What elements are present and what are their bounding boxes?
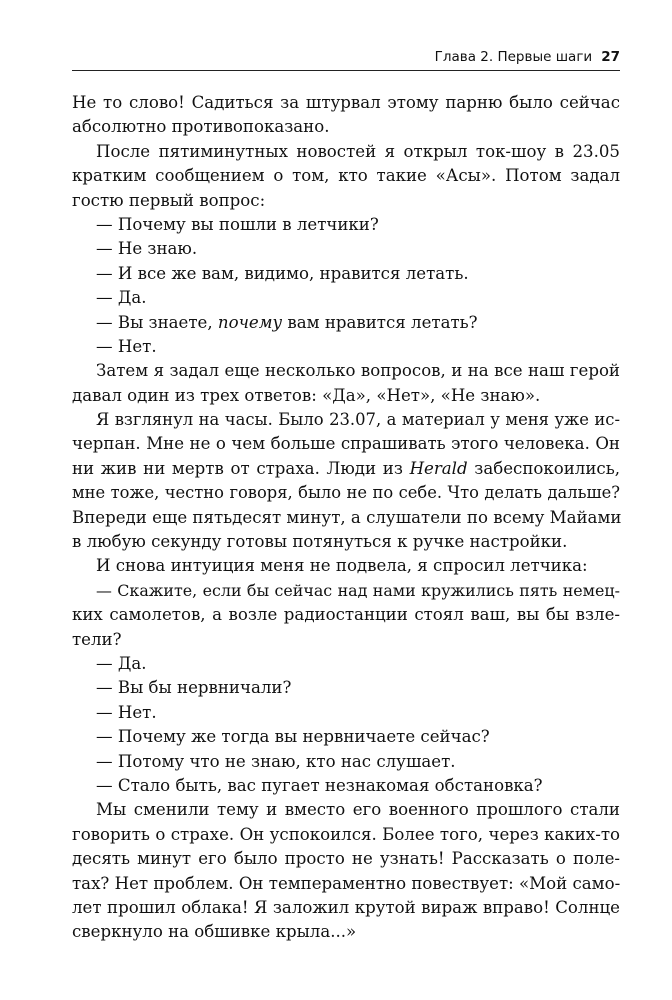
body-text <box>72 91 620 945</box>
text-run: вам нравится летать? <box>282 312 478 332</box>
dialogue-line: — Потому что не знаю, кто нас слушает. <box>96 751 456 771</box>
dialogue-line: тели? <box>72 629 122 649</box>
chapter-title: Глава 2. Первые шаги <box>434 49 593 65</box>
text-run: ни жив ни мертв от страха. Люди из <box>72 458 410 478</box>
text-line: лет прошил облака! Я заложил крутой вираж вправо! Солнце <box>72 897 620 917</box>
dialogue-line: — Почему же тогда вы нервничаете сейчас? <box>96 727 490 747</box>
text-line: абсолютно противопоказано. <box>72 117 330 137</box>
text-line: тах? Нет проблем. Он темпераментно повествует: «Мой само- <box>72 873 621 893</box>
text-line: Мы сменили тему и вместо его военного прошлого стали <box>96 800 620 820</box>
text-line: в любую секунду готовы потянуться к ручке настройки. <box>72 532 568 552</box>
dialogue-line: — Не знаю. <box>96 239 198 259</box>
running-header <box>72 48 620 71</box>
dialogue-line <box>72 311 620 335</box>
text-line: После пятиминутных новостей я открыл ток-шоу в 23.05 <box>96 141 620 161</box>
dialogue-line: — Нет. <box>96 336 157 356</box>
text-line: кратким сообщением о том, кто такие «Асы». Потом задал <box>72 166 620 186</box>
text-run: забеспокоились, <box>467 458 621 478</box>
dialogue-line: — Скажите, если бы сейчас над нами кружились пять немец- <box>96 580 620 600</box>
text-line: десять минут его было просто не узнать! Рассказать о поле- <box>72 849 620 869</box>
text-line: Затем я задал еще несколько вопросов, и на все наш герой <box>96 361 620 381</box>
dialogue-line: — Вы бы нервничали? <box>96 678 292 698</box>
text-line: сверкнуло на обшивке крыла...» <box>72 922 357 942</box>
text-line: мне тоже, честно говоря, было не по себе. Что делать дальше? <box>72 483 620 503</box>
dialogue-line: — И все же вам, видимо, нравится летать. <box>96 263 469 283</box>
dialogue-line: ких самолетов, а возле радиостанции стоял ваш, вы бы взле- <box>72 605 620 625</box>
text-run: — Вы знаете, <box>96 312 218 332</box>
dialogue-line: — Стало быть, вас пугает незнакомая обстановка? <box>96 775 543 795</box>
text-line: черпан. Мне не о чем больше спрашивать этого человека. Он <box>72 434 620 454</box>
text-line: И снова интуиция меня не подвела, я спросил летчика: <box>96 556 588 576</box>
text-line: давал один из трех ответов: «Да», «Нет», «Не знаю». <box>72 385 541 405</box>
dialogue-line: — Да. <box>96 653 147 673</box>
italic-emphasis: почему <box>217 312 283 332</box>
dialogue-line: — Почему вы пошли в летчики? <box>96 214 379 234</box>
text-line: гостю первый вопрос: <box>72 190 266 210</box>
dialogue-line: — Да. <box>96 288 147 308</box>
text-line: Впереди еще пятьдесят минут, а слушатели по всему Майами <box>72 507 622 527</box>
text-line <box>72 457 620 481</box>
text-line: Не то слово! Садиться за штурвал этому парню было сейчас <box>72 93 620 112</box>
text-line: Я взглянул на часы. Было 23.07, а материал у меня уже ис- <box>96 410 620 430</box>
italic-emphasis: Herald <box>409 458 468 478</box>
dialogue-line: — Нет. <box>96 702 157 722</box>
text-line: говорить о страхе. Он успокоился. Более того, через каких-то <box>72 824 620 844</box>
page-number: 27 <box>601 49 620 65</box>
